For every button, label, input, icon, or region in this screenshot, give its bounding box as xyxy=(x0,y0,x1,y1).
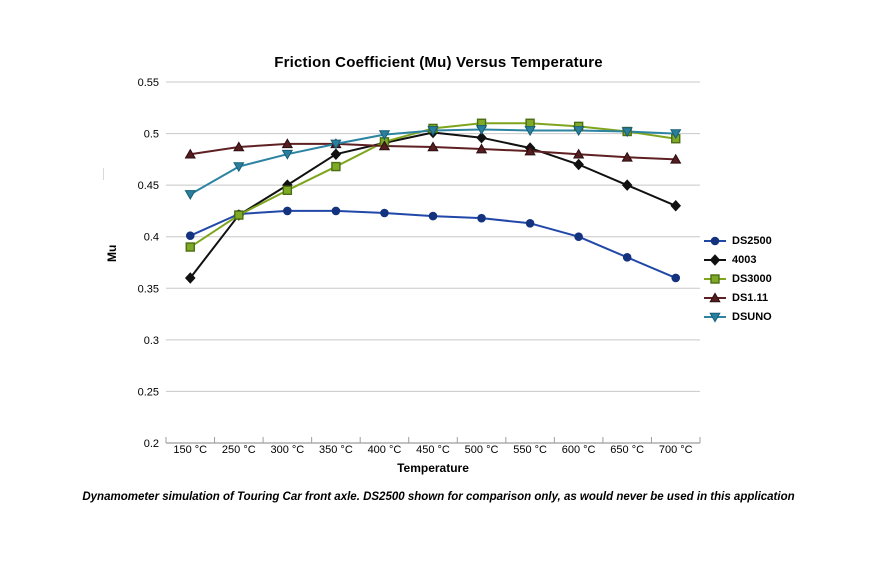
marker-circle xyxy=(526,220,534,228)
marker-triangle-down xyxy=(234,163,244,171)
marker-diamond xyxy=(574,160,583,170)
marker-circle xyxy=(478,214,486,222)
x-tick-label: 150 °C xyxy=(173,444,208,456)
marker-triangle-down xyxy=(185,191,195,199)
legend-label: DSUNO xyxy=(732,310,772,323)
y-tick-label: 0.5 xyxy=(143,128,159,141)
y-tick-label: 0.3 xyxy=(143,334,159,347)
marker-diamond xyxy=(331,149,340,159)
x-tick-label: 400 °C xyxy=(367,444,402,456)
marker-square xyxy=(235,211,243,219)
y-tick-label: 0.4 xyxy=(143,231,159,244)
marker-circle xyxy=(332,207,340,215)
legend-label: DS3000 xyxy=(732,272,772,285)
legend-item-4003 xyxy=(703,250,772,269)
marker-circle xyxy=(186,232,194,240)
y-tick-label: 0.25 xyxy=(137,386,159,399)
marker-circle xyxy=(672,274,680,282)
legend-marker-diamond-icon xyxy=(703,254,727,266)
x-tick-label: 550 °C xyxy=(513,444,547,456)
marker-square xyxy=(332,163,340,171)
marker-diamond xyxy=(671,201,680,211)
marker-circle xyxy=(575,233,583,241)
x-tick-label: 300 °C xyxy=(270,444,305,456)
marker-circle xyxy=(381,209,389,217)
marker-circle xyxy=(284,207,292,215)
legend-marker-circle-icon xyxy=(703,235,727,247)
marker-circle xyxy=(429,212,437,220)
legend-item-DS1.11 xyxy=(703,288,772,307)
legend-marker-square-icon xyxy=(703,273,727,285)
legend xyxy=(703,231,772,326)
x-tick-label: 650 °C xyxy=(610,444,645,456)
y-tick-label: 0.55 xyxy=(137,77,159,89)
marker-square xyxy=(186,243,194,251)
y-tick-label: 0.35 xyxy=(137,283,159,296)
legend-item-DS3000 xyxy=(703,269,772,288)
y-tick-label: 0.45 xyxy=(137,180,159,193)
legend-marker-triangle-down-icon xyxy=(703,311,727,323)
x-tick-label: 250 °C xyxy=(221,444,256,456)
marker-diamond xyxy=(623,180,632,190)
x-tick-label: 500 °C xyxy=(464,444,499,456)
marker-square xyxy=(283,186,291,194)
legend-item-DS2500 xyxy=(703,231,772,250)
legend-marker-triangle-up-icon xyxy=(703,292,727,304)
legend-label: DS1.11 xyxy=(732,291,769,304)
marker-circle xyxy=(623,254,631,262)
legend-item-DSUNO xyxy=(703,307,772,326)
marker-square xyxy=(526,119,534,127)
stray-mark xyxy=(103,168,104,180)
legend-label: 4003 xyxy=(732,253,757,266)
marker-square xyxy=(711,275,719,283)
x-tick-label: 700 °C xyxy=(658,444,693,456)
y-axis-label: Mu xyxy=(105,244,119,262)
marker-diamond xyxy=(710,255,719,265)
legend-label: DS2500 xyxy=(732,234,772,247)
x-tick-label: 350 °C xyxy=(319,444,353,456)
x-axis-label: Temperature xyxy=(397,461,469,475)
series-line-4003 xyxy=(190,133,675,278)
chart-title: Friction Coefficient (Mu) Versus Temperature xyxy=(274,54,603,71)
chart-caption: Dynamometer simulation of Touring Car front axle. DS2500 shown for comparison only, as would never be used in this application xyxy=(82,491,795,503)
series-line-DS2500 xyxy=(190,211,675,278)
x-tick-label: 450 °C xyxy=(416,444,450,456)
marker-circle xyxy=(711,237,719,245)
y-tick-label: 0.2 xyxy=(143,438,159,450)
x-tick-label: 600 °C xyxy=(561,444,596,456)
